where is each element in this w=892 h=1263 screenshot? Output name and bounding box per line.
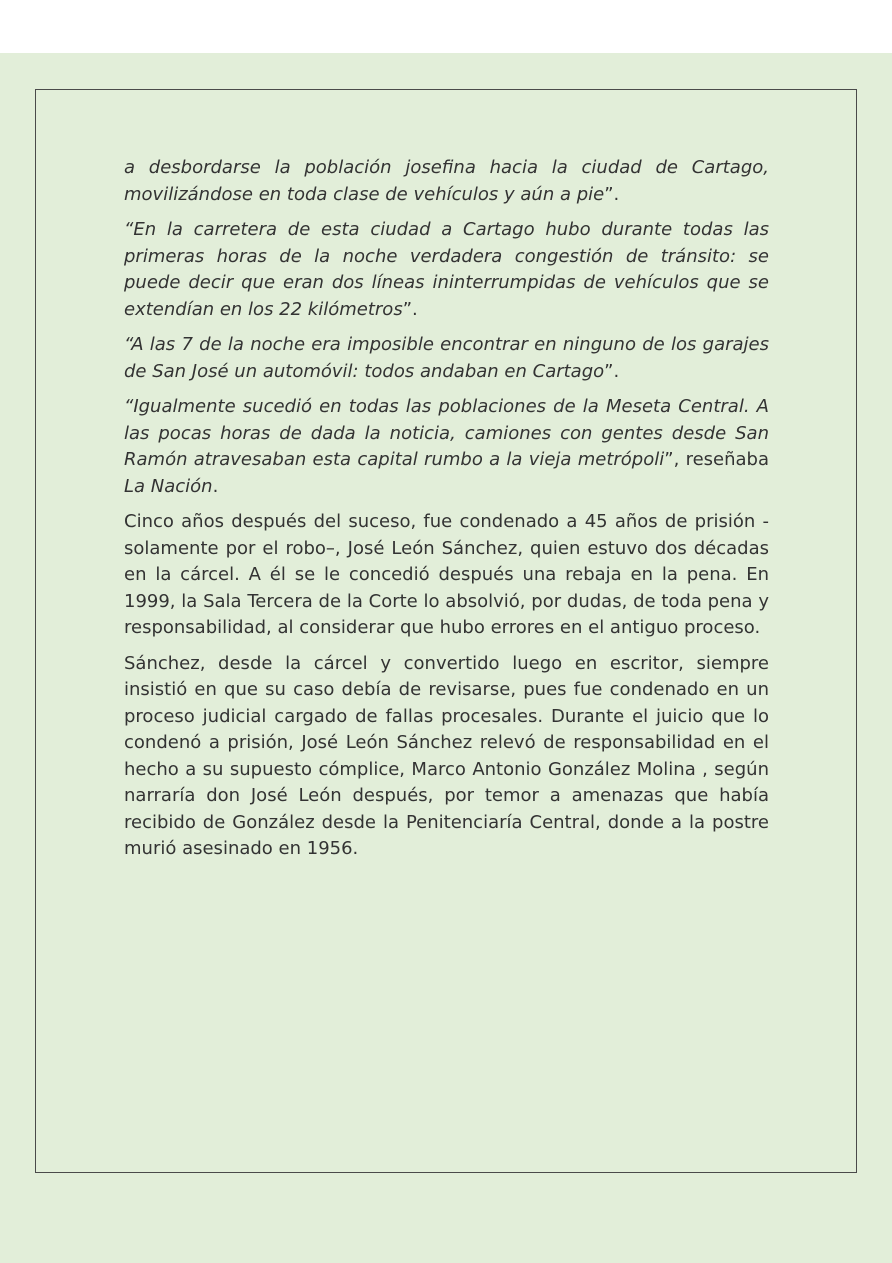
article-text xyxy=(124,155,769,872)
quote-close-3: ”. xyxy=(604,360,620,382)
quote-paragraph-1 xyxy=(124,155,769,208)
quote-close-1: ”. xyxy=(604,183,620,205)
quote-paragraph-3 xyxy=(124,332,769,385)
body-paragraph-5: Cinco años después del suceso, fue condenado a 45 años de prisión -solamente por el robo–, José León Sánchez, quien estuvo dos décadas en la cárcel. A él se le concedió después una rebaja en la pena. En 1999, la Sala Tercera de la Corte lo absolvió, por dudas, de toda pena y responsabilidad, al considerar que hubo errores en el antiguo proceso. xyxy=(124,511,769,638)
quote-close-2: ”. xyxy=(402,298,418,320)
newspaper-name: La Nación xyxy=(124,475,213,497)
body-paragraph-6: Sánchez, desde la cárcel y convertido luego en escritor, siempre insistió en que su caso debía de revisarse, pues fue condenado en un proceso judicial cargado de fallas procesales. Durante el juicio que lo condenó a prisión, José León Sánchez relevó de responsabilidad en el hecho a su supuesto cómplice, Marco Antonio González Molina , según narraría don José León después, por temor a amenazas que había recibido de González desde la Penitenciaría Central, donde a la postre murió asesinado en 1956. xyxy=(124,652,769,859)
quote-end-4: . xyxy=(212,475,219,497)
quote-text-1: a desbordarse la población josefina hacia la ciudad de Cartago, movilizándose en toda clase de vehículos y aún a pie xyxy=(124,157,769,205)
quote-text-4: “Igualmente sucedió en todas las poblaciones de la Meseta Central. A las pocas horas de dada la noticia, camiones con gentes desde San Ramón atravesaban esta capital rumbo a la vieja metrópoli xyxy=(124,396,769,470)
quote-paragraph-2 xyxy=(124,217,769,323)
quote-text-3: “A las 7 de la noche era imposible encontrar en ninguno de los garajes de San José un automóvil: todos andaban en Cartago xyxy=(124,334,769,382)
quote-attribution: ”, reseñaba xyxy=(664,449,769,470)
quote-text-2: “En la carretera de esta ciudad a Cartago hubo durante todas las primeras horas de la noche verdadera congestión de tránsito: se puede decir que eran dos líneas ininterrumpidas de vehículos que se extendían en los 22 kilómetros xyxy=(124,219,769,320)
quote-paragraph-4 xyxy=(124,394,769,500)
